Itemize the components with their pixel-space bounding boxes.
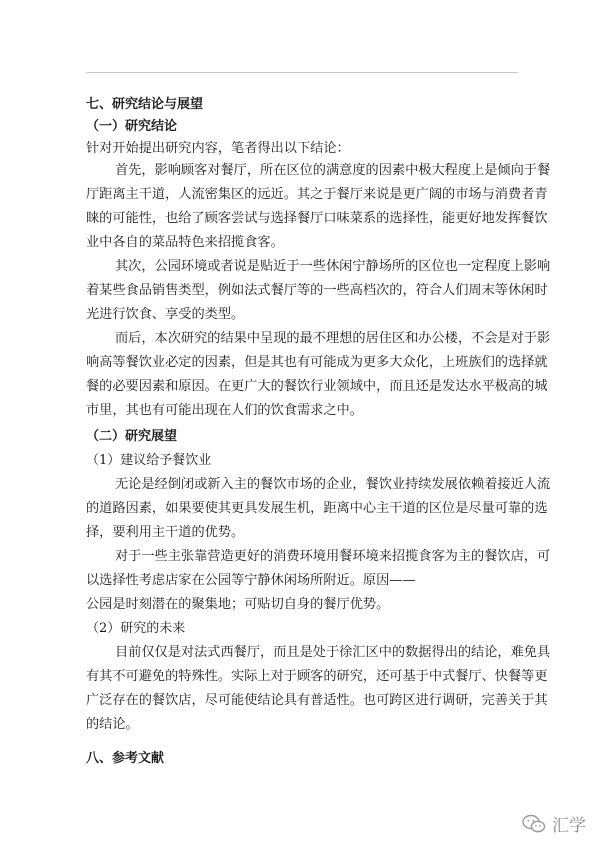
paragraph-line: 睐的可能性，也给了顾客尝试与选择餐厅口味菜系的选择性，能更好地发挥餐饮 [86, 211, 548, 226]
paragraph-line: 业中各自的菜品特色来招揽食客。 [86, 235, 284, 250]
paragraph-line: 以选择性考虑店家在公园等宁静休闲场所附近。原因—— [86, 573, 416, 588]
paragraph-line: 的结论。 [86, 717, 139, 732]
subsection-1-title: （一）研究结论 [86, 119, 178, 134]
paragraph-line: 着某些食品销售类型，例如法式餐厅等的一些高档次的，符合人们周末等休闲时 [86, 283, 548, 298]
paragraph-line: 市里，其也有可能出现在人们的饮食需求之中。 [86, 403, 363, 418]
paragraph-line: 光进行饮食、享受的类型。 [86, 307, 245, 322]
paragraph-line: 目前仅仅是对法式西餐厅，而且是处于徐汇区中的数据得出的结论，难免具 [115, 645, 551, 660]
subsection-2-title: （二）研究展望 [86, 429, 178, 444]
item-1-title: （1）建议给予餐饮业 [86, 453, 212, 468]
paragraph-line: 有其不可避免的特殊性。实际上对于顾客的研究，还可基于中式餐厅、快餐等更 [86, 669, 548, 684]
paragraph-line: 响高等餐饮业必定的因素，但是其也有可能成为更多大众化，上班族们的选择就 [86, 355, 548, 370]
paragraph-line: 择，要利用主干道的优势。 [86, 525, 245, 540]
item-2-title: （2）研究的未来 [86, 621, 186, 636]
paragraph-line: 厅距离主干道，人流密集区的远近。其之于餐厅来说是更广阔的市场与消费者青 [86, 187, 548, 202]
watermark [522, 811, 586, 836]
section-7-title: 七、研究结论与展望 [86, 97, 204, 112]
paragraph-line: 而后，本次研究的结果中呈现的最不理想的居住区和办公楼，不会是对于影 [115, 331, 551, 346]
paragraph-line: 首先，影响顾客对餐厅，所在区位的满意度的因素中极大程度上是倾向于餐 [115, 163, 551, 178]
paragraph-line: 广泛存在的餐饮店，尽可能使结论具有普适性。也可跨区进行调研，完善关于其 [86, 693, 548, 708]
paragraph-line: 无论是经倒闭或新入主的餐饮市场的企业，餐饮业持续发展依赖着接近人流 [115, 477, 551, 492]
header-rule [86, 72, 518, 73]
paragraph-line: 的道路因素，如果要使其更具发展生机，距离中心主干道的区位是尽量可靠的选 [86, 501, 548, 516]
paragraph-line: 对于一些主张靠营造更好的消费环境用餐环境来招揽食客为主的餐饮店，可 [115, 549, 551, 564]
paragraph-line: 公园是时刻潜在的聚集地；可贴切自身的餐厅优势。 [86, 597, 390, 612]
section-8-title: 八、参考文献 [86, 751, 165, 766]
watermark-label: 汇学 [552, 816, 586, 836]
wechat-icon [522, 814, 546, 834]
intro-line: 针对开始提出研究内容，笔者得出以下结论： [86, 141, 350, 156]
paragraph-line: 其次，公园环境或者说是贴近于一些休闲宁静场所的区位也一定程度上影响 [115, 259, 551, 274]
paragraph-line: 餐的必要因素和原因。在更广大的餐饮行业领域中，而且还是发达水平极高的城 [86, 379, 548, 394]
